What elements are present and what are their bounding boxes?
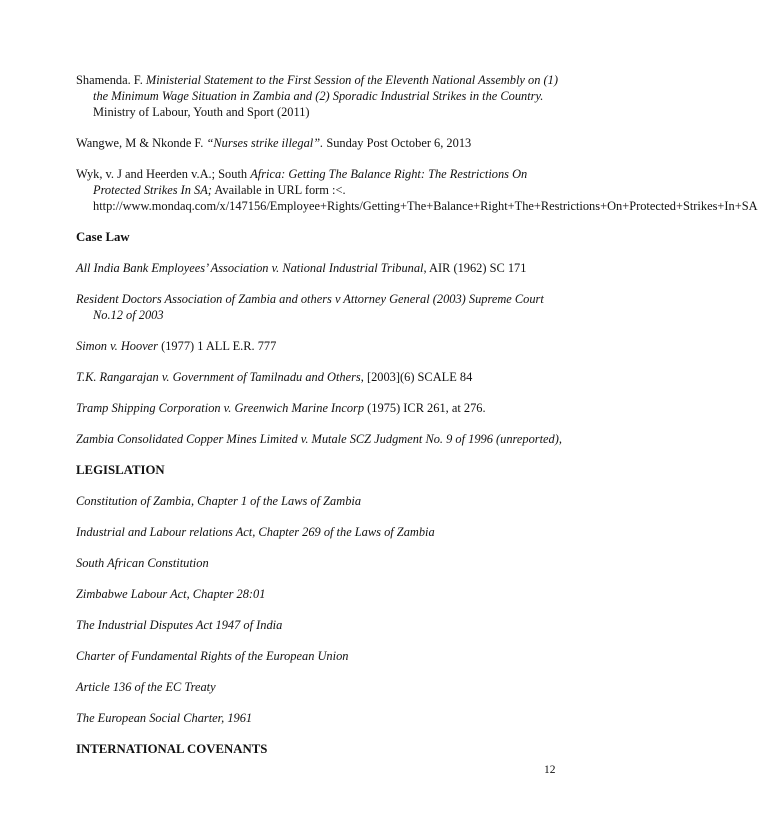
reference-entry: [76, 135, 562, 151]
reference-list: [76, 72, 758, 214]
case-entry-text: Simon v. Hoover: [76, 339, 159, 353]
case-law-list: [76, 260, 562, 447]
case-entry-text: Zambia Consolidated Copper Mines Limited v. Mutale SCZ Judgment No. 9 of 1996 (unreported),: [76, 432, 562, 446]
case-entry: [76, 338, 562, 354]
legislation-entry: Article 136 of the EC Treaty: [76, 680, 216, 694]
legislation-list: [76, 493, 562, 726]
legislation-entry: Industrial and Labour relations Act, Chapter 269 of the Laws of Zambia: [76, 525, 435, 539]
case-entry-text: , AIR (1962) SC 171: [423, 261, 527, 275]
legislation-entry: Zimbabwe Labour Act, Chapter 28:01: [76, 587, 266, 601]
case-entry-text: All India Bank Employees’ Association v. National Industrial Tribunal: [76, 261, 424, 275]
case-entry-text: (1975) ICR 261, at 276.: [364, 401, 486, 415]
reference-entry-text: Shamenda. F.: [76, 73, 146, 87]
reference-entry-text: Sunday Post October 6, 2013: [323, 136, 472, 150]
case-entry-text: T.K. Rangarajan v. Government of Tamilnadu and Others: [76, 370, 361, 384]
case-law-heading: Case Law: [76, 230, 130, 244]
legislation-entry: The Industrial Disputes Act 1947 of India: [76, 618, 283, 632]
reference-entry: [76, 166, 758, 214]
case-entry: [76, 291, 562, 323]
reference-entry-text: Wyk, v. J and Heerden v.A.; South: [76, 167, 251, 181]
case-entry: [76, 260, 562, 276]
reference-entry-text: Ministerial Statement to the First Session of the Eleventh National Assembly on (1) the Minimum Wage Situation in Zambia and (2) Sporadic Industrial Strikes in the Country.: [93, 73, 558, 103]
page-number: 12: [544, 764, 556, 776]
case-entry: [76, 400, 562, 416]
case-entry-text: , [2003](6) SCALE 84: [360, 370, 473, 384]
international-covenants-heading: INTERNATIONAL COVENANTS: [76, 742, 268, 756]
legislation-entry: The European Social Charter, 1961: [76, 711, 253, 725]
reference-entry: [76, 72, 562, 120]
reference-entry-text: Africa: Getting The Balance Right: The Restrictions On Protected Strikes In SA;: [93, 167, 528, 197]
case-entry: [76, 369, 562, 385]
legislation-entry: Constitution of Zambia, Chapter 1 of the Laws of Zambia: [76, 494, 362, 508]
reference-entry-text: Available in URL form :<. http://www.mondaq.com/x/147156/Employee+Rights/Getting+The+Balance+Right+The+Restrictions+On+Protected+Strikes+In+SA: [93, 183, 758, 213]
legislation-entry: South African Constitution: [76, 556, 209, 570]
case-entry-text: Tramp Shipping Corporation v. Greenwich Marine Incorp: [76, 401, 365, 415]
case-entry-text: Resident Doctors Association of Zambia and others v Attorney General (2003) Supreme Court No.12 of 2003: [76, 292, 544, 322]
legislation-entry: Charter of Fundamental Rights of the European Union: [76, 649, 349, 663]
legislation-heading: LEGISLATION: [76, 463, 165, 477]
case-entry: [76, 431, 562, 447]
reference-entry-text: Wangwe, M & Nkonde F.: [76, 136, 207, 150]
case-entry-text: (1977) 1 ALL E.R. 777: [158, 339, 277, 353]
reference-entry-text: “Nurses strike illegal”.: [206, 136, 324, 150]
reference-entry-text: Ministry of Labour, Youth and Sport (2011): [93, 105, 310, 119]
bibliography-content: [76, 72, 758, 772]
